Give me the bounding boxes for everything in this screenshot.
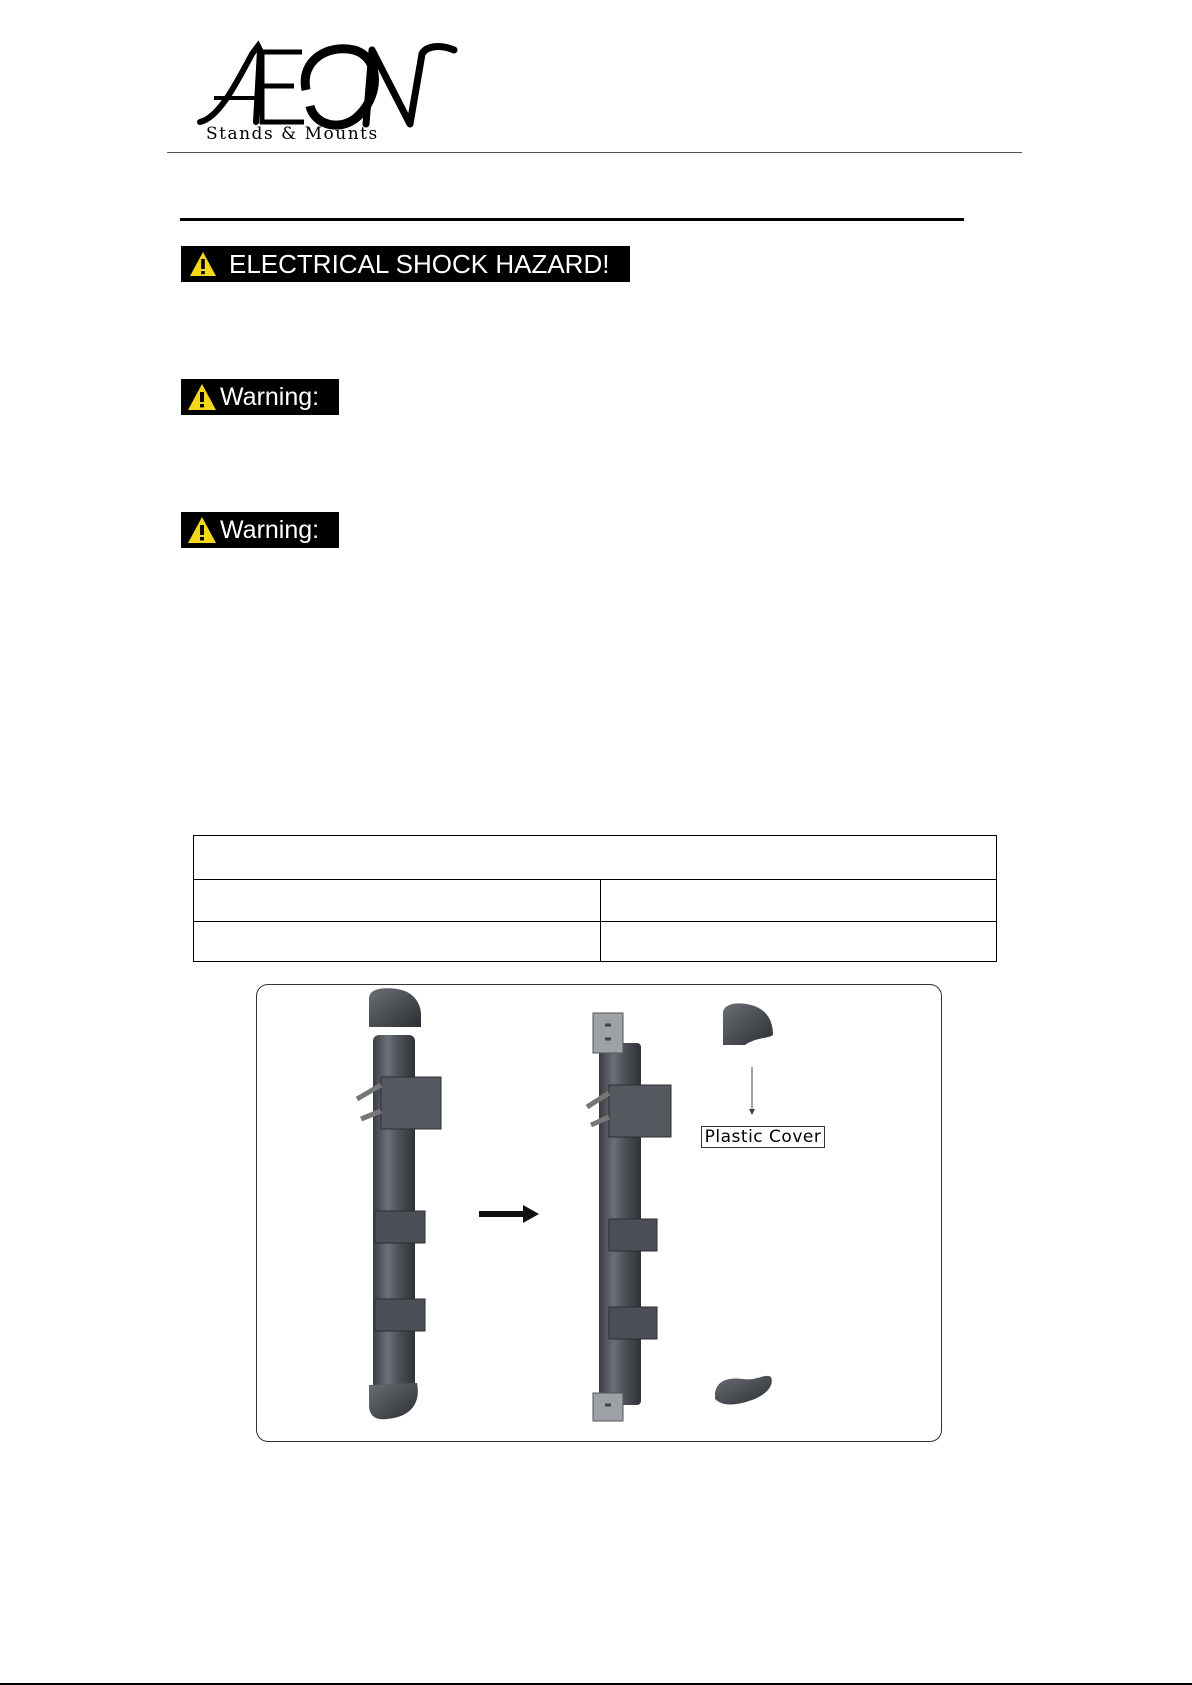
warning-triangle-icon bbox=[187, 516, 217, 544]
table-cell bbox=[194, 880, 601, 922]
warning-triangle-icon bbox=[189, 251, 217, 277]
shock-hazard-text: ELECTRICAL SHOCK HAZARD! bbox=[229, 248, 610, 279]
uncovered-column bbox=[587, 1013, 671, 1421]
warning-text: Warning: bbox=[220, 515, 320, 544]
assembly-figure bbox=[256, 984, 942, 1442]
warning-text: Warning: bbox=[220, 382, 320, 411]
header-divider bbox=[167, 152, 1022, 153]
plastic-cover-callout: Plastic Cover bbox=[701, 1126, 825, 1148]
plastic-cover-bottom bbox=[715, 1376, 772, 1405]
logo-tagline: Stands & Mounts bbox=[206, 124, 379, 144]
column-illustration bbox=[257, 985, 943, 1443]
warning-label bbox=[181, 379, 339, 415]
table-cell bbox=[194, 922, 601, 962]
arrow-right-icon bbox=[479, 1205, 539, 1223]
warning-label bbox=[181, 512, 339, 548]
spec-table bbox=[193, 835, 997, 962]
table-cell bbox=[601, 880, 997, 922]
callout-arrowhead bbox=[749, 1109, 755, 1115]
electrical-shock-hazard-label bbox=[181, 246, 630, 282]
assembled-column bbox=[357, 988, 441, 1419]
table-header-cell bbox=[194, 836, 997, 880]
table-cell bbox=[601, 922, 997, 962]
section-divider bbox=[180, 218, 964, 221]
plastic-cover-top bbox=[723, 1003, 773, 1045]
warning-triangle-icon bbox=[187, 383, 217, 411]
